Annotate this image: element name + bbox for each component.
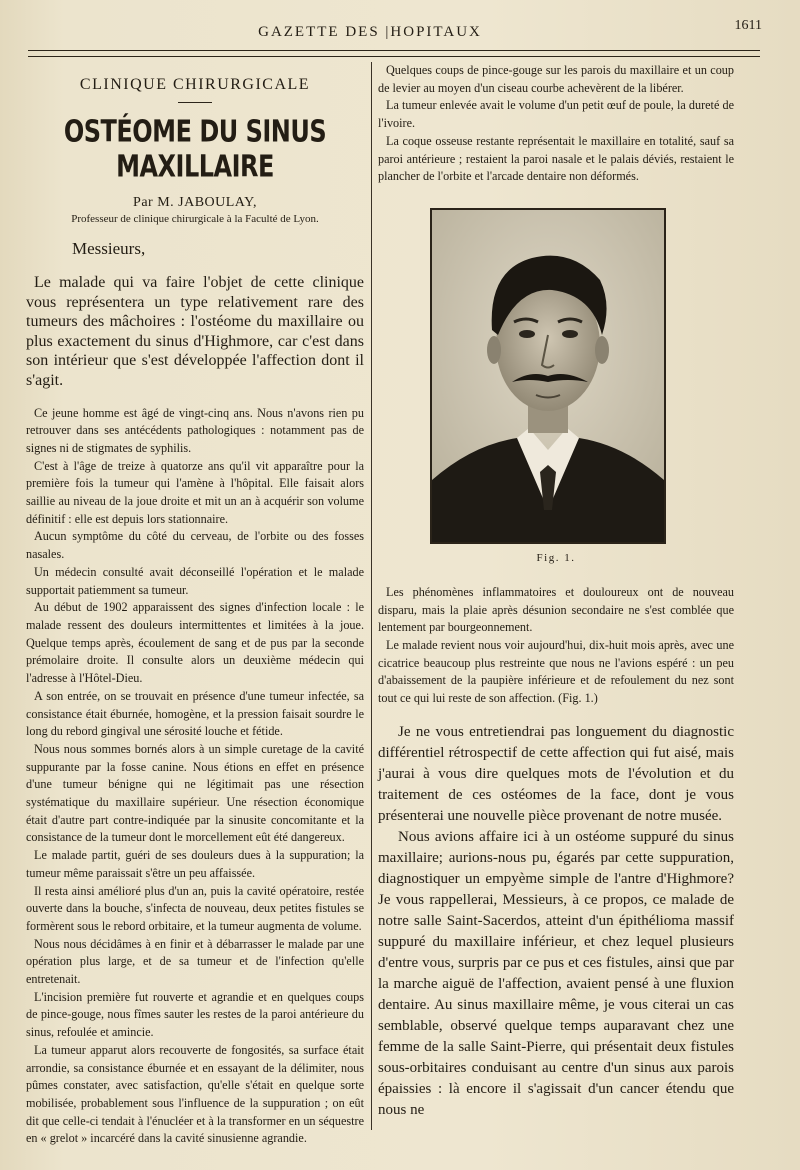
figure-caption: Fig. 1. bbox=[536, 551, 576, 564]
header-rule bbox=[28, 50, 760, 51]
article-author: Par M. JABOULAY, bbox=[133, 195, 257, 210]
masthead-title: GAZETTE DES |HOPITAUX bbox=[258, 24, 482, 40]
right-column bbox=[378, 62, 734, 1121]
article-title: OSTÉOME DU SINUS MAXILLAIRE bbox=[63, 114, 327, 184]
paragraph: C'est à l'âge de treize à quatorze ans qu'il vit apparaître pour la première fois la tumeur qui l'amène à l'hôpital. Elle faisait alors saillie au niveau de la joue droite et mit un an à acquérir son volume définitif : elle est depuis lors stationnaire. bbox=[26, 458, 364, 526]
paragraph-large: Je ne vous entretiendrai pas longuement du diagnostic différentiel rétrospectif de cette affection qui fut aisé, mais j'aurai à vous dire quelques mots de l'évolution et du traitement de ces ostéomes de la face, dont je vous présenterai une nouvelle pièce provenant de notre musée. bbox=[378, 723, 734, 824]
paragraph: Nous nous sommes bornés alors à un simple curetage de la cavité suppurante par la fosse canine. Nous étions en effet en présence d'une tumeur bénigne qui ne légitimait pas une résection systématique du maxillaire supérieur. Une résection économique était d'autre part contre-indiquée par la sinusite concomitante et la consistance de la tumeur dont le morcellement eût été dangereux. bbox=[26, 741, 364, 845]
paragraph: Les phénomènes inflammatoires et douloureux ont de nouveau disparu, mais la plaie après désunion secondaire ne s'est comblée que lentement par bourgeonnement. bbox=[378, 584, 734, 635]
page-number: 1611 bbox=[734, 18, 762, 33]
paragraph: La coque osseuse restante représentait le maxillaire en totalité, sauf sa paroi antérieure ; restaient la paroi nasale et le palais déviés, restaient le plancher de l'orbite et l'arcade dentaire non déformés. bbox=[378, 133, 734, 184]
paragraph: Aucun symptôme du côté du cerveau, de l'orbite ou des fosses nasales. bbox=[26, 529, 364, 562]
author-affiliation: Professeur de clinique chirurgicale à la Faculté de Lyon. bbox=[71, 213, 319, 225]
paragraph: L'incision première fut rouverte et agrandie et en quelques coups de pince-gouge, nous fîmes sauter les restes de la paroi antérieure du sinus, refoulée et amincie. bbox=[26, 989, 364, 1040]
portrait-illustration bbox=[432, 210, 664, 542]
lead-paragraph: Le malade qui va faire l'objet de cette clinique vous représentera un type relativement rare des tumeurs des mâchoires : l'ostéome du maxillaire ou plus exactement du sinus d'Highmore, car c'est dans son intérieur que s'est développée l'affection dont il s'agit. bbox=[26, 274, 364, 389]
paragraph: Ce jeune homme est âgé de vingt-cinq ans. Nous n'avons rien pu retrouver dans ses antécédents pathologiques : notamment pas de signes ni de stigmates de syphilis. bbox=[26, 405, 364, 455]
paragraph: Quelques coups de pince-gouge sur les parois du maxillaire et un coup de levier au moyen d'un ciseau courbe achevèrent de la libérer. bbox=[378, 63, 734, 95]
paragraph-large: Nous avions affaire ici à un ostéome suppuré du sinus maxillaire; aurions-nous pu, égarés par cette suppuration, diagnostiquer un empyème simple de l'antre d'Highmore? Je vous rappellerai, Messieurs, à ce propos, ce malade de notre salle Saint-Sacerdos, atteint d'un épithélioma massif suppuré du maxillaire inférieur, et chez lequel plusieurs d'entre vous, surpris par ce pus et ces fistules, ainsi que par la marche aiguë de l'affection, avaient pensé à une fluxion dentaire. Au sinus maxillaire même, je vous citerai un cas semblable, observé quelque temps auparavant chez une femme de la salle Saint-Pierre, qui présentait deux fistules sous-orbitaires conduisant au centre d'un sinus aux parois épaissies : là encore il s'agissait d'un cancer étendu que nous ne bbox=[378, 828, 734, 1118]
paragraph: Le malade revient nous voir aujourd'hui, dix-huit mois après, avec une cicatrice beaucoup plus restreinte que nous ne l'avions espéré : un peu d'abaissement de la paupière inférieure et de refoulement du nez sont tout ce qui lui reste de son affection. (Fig. 1.) bbox=[378, 638, 734, 706]
paragraph: Au début de 1902 apparaissent des signes d'infection locale : le malade ressent des douleurs intermittentes et limitées à la joue. Quelque temps après, écoulement de sang et de pus par la seconde prémolaire droite. Il consulte alors un deuxième médecin qui l'adresse à l'Hôtel-Dieu. bbox=[26, 600, 364, 686]
paragraph: La tumeur enlevée avait le volume d'un petit œuf de poule, la dureté de l'ivoire. bbox=[378, 98, 734, 131]
column-divider bbox=[371, 62, 372, 1130]
paragraph: A son entrée, on se trouvait en présence d'une tumeur infectée, sa consistance était éburnée, homogène, et la pression faisait sourdre le long du rebord gingival une sérosité louche et fétide. bbox=[26, 688, 364, 739]
salutation: Messieurs, bbox=[72, 239, 146, 258]
section-heading: CLINIQUE CHIRURGICALE bbox=[79, 76, 311, 93]
paragraph: La tumeur apparut alors recouverte de fongosités, sa surface était arrondie, sa consistance éburnée et en essayant de la délimiter, nous pûmes constater, avec satisfaction, qu'elle s'était en quelque sorte mobilisée, probablement sous l'influence de la suppuration ; on eût dit que celle-ci tendait à l'énucléer et à la transformer en un séquestre en « grelot » incarcéré dans la cavité sinusienne agrandie. bbox=[26, 1042, 364, 1146]
left-column bbox=[26, 70, 364, 1148]
paragraph: Le malade partit, guéri de ses douleurs dues à la suppuration; la tumeur même paraissait s'être un peu affaissée. bbox=[26, 848, 364, 880]
paragraph: Un médecin consulté avait déconseillé l'opération et le malade supportait patiemment sa tumeur. bbox=[26, 564, 364, 597]
patient-photograph bbox=[430, 208, 666, 544]
paragraph: Nous nous décidâmes à en finir et à débarrasser le malade par une opération plus large, et de sa tumeur et de l'infection qu'elle entretenait. bbox=[26, 936, 364, 987]
section-rule bbox=[178, 102, 212, 103]
paragraph: Il resta ainsi amélioré plus d'un an, puis la cavité opératoire, restée ouverte dans la bouche, s'infecta de nouveau, deux petites fistules se formèrent sous le rebord orbitaire, et la tumeur augmenta de volume. bbox=[26, 883, 364, 933]
header-rule-thin bbox=[28, 56, 760, 57]
